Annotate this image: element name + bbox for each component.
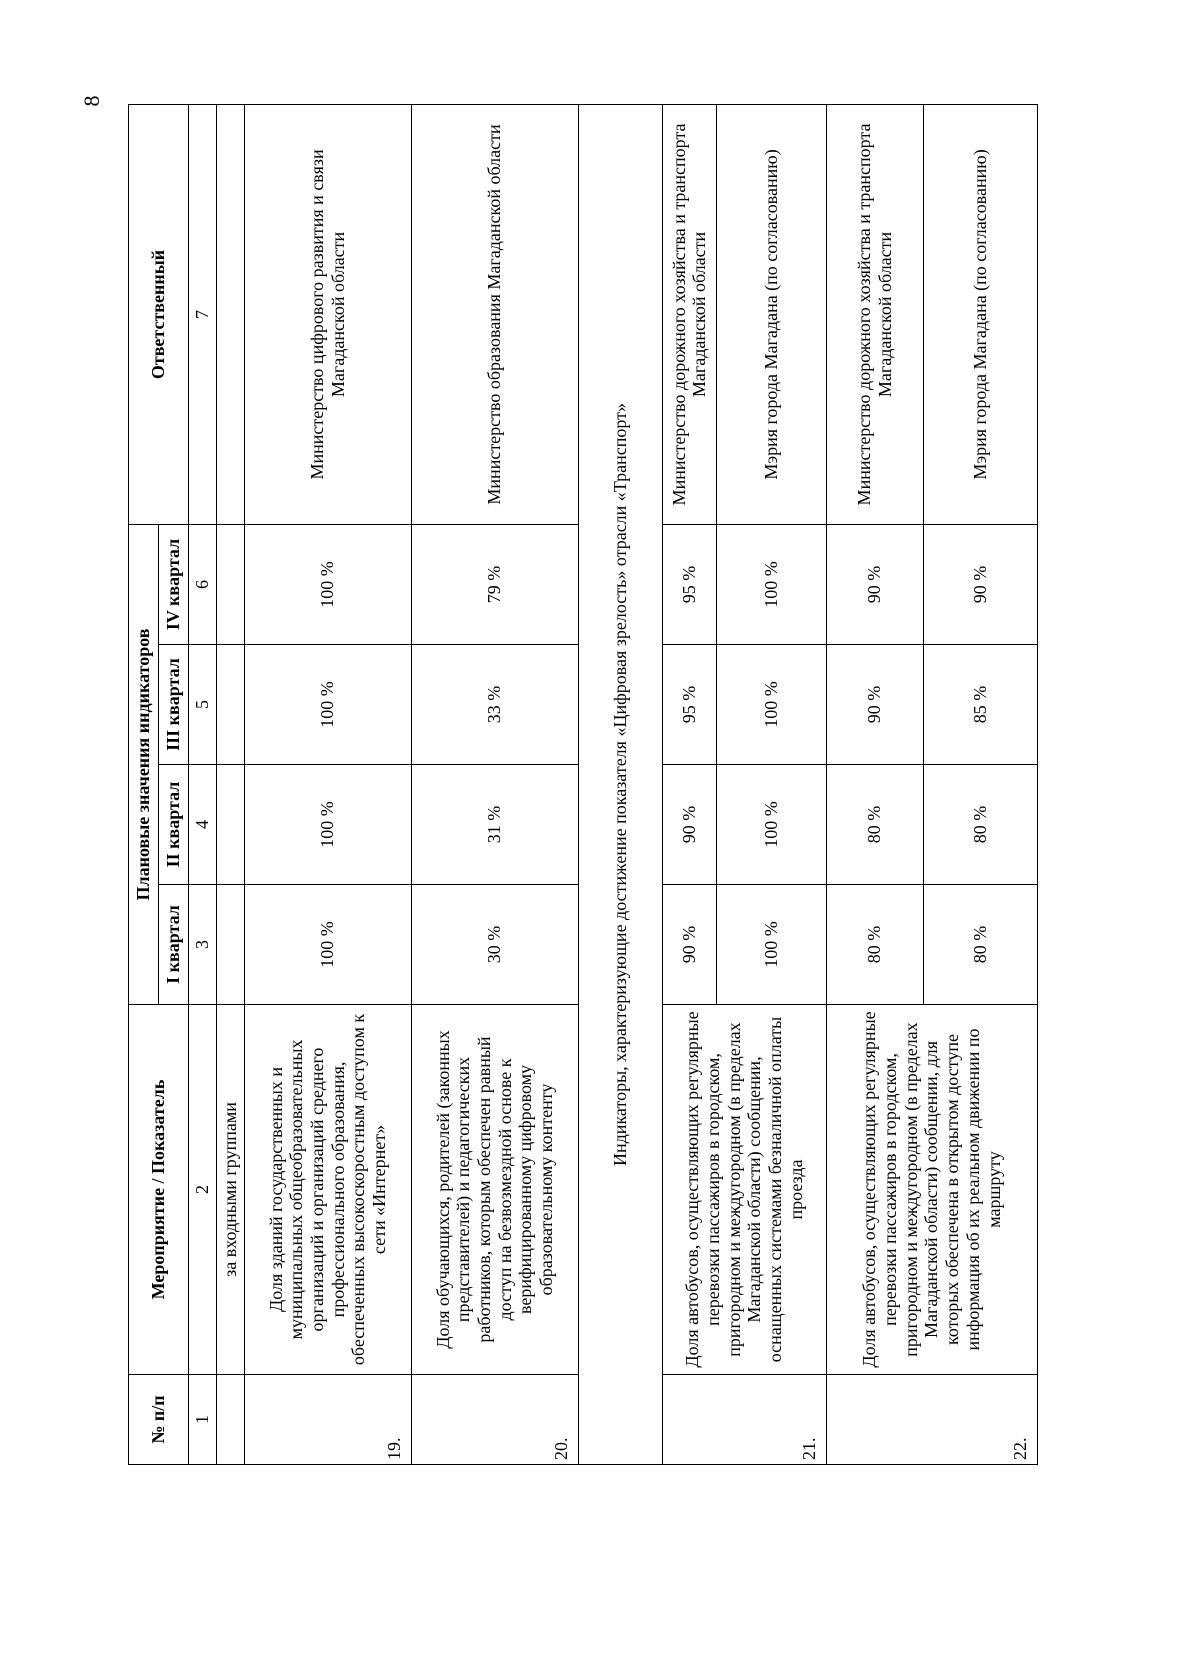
value-q1: 100 %	[244, 885, 411, 1005]
column-numbers-row	[189, 104, 217, 1464]
continuation-no	[217, 1375, 245, 1465]
table-row	[826, 104, 923, 1464]
value-q1: 90 %	[662, 885, 716, 1005]
value-q4: 79 %	[411, 524, 578, 644]
column-number: 2	[189, 1005, 217, 1375]
row-number: 20.	[411, 1375, 578, 1465]
value-q2: 31 %	[411, 765, 578, 885]
indicator-text: Доля автобусов, осуществляющих регулярные перевозки пассажиров в городском, пригородном и междугородном (в пределах Магаданской области) сообщении, для которых обеспечена в открытом доступе информация об их реальном движении по маршруту	[826, 1005, 1037, 1375]
value-q3: 90 %	[826, 645, 923, 765]
column-number: 5	[189, 645, 217, 765]
column-number: 3	[189, 885, 217, 1005]
value-q3: 85 %	[923, 645, 1037, 765]
header-q2: II квартал	[159, 765, 189, 885]
page-number: 8	[79, 95, 104, 107]
value-q3: 95 %	[662, 645, 716, 765]
responsible: Министерство дорожного хозяйства и транспорта Магаданской области	[662, 104, 716, 524]
row-number: 19.	[244, 1375, 411, 1465]
section-row	[578, 104, 662, 1464]
responsible: Министерство образования Магаданской области	[411, 104, 578, 524]
row-number: 21.	[662, 1375, 826, 1465]
value-q1: 100 %	[716, 885, 826, 1005]
column-number: 7	[189, 104, 217, 524]
value-q1: 30 %	[411, 885, 578, 1005]
header-q4: IV квартал	[159, 524, 189, 644]
value-q4: 90 %	[826, 524, 923, 644]
value-q2: 80 %	[923, 765, 1037, 885]
value-q2: 100 %	[716, 765, 826, 885]
value-q4: 100 %	[244, 524, 411, 644]
header-no: № п/п	[129, 1375, 189, 1465]
table-row	[411, 104, 578, 1464]
header-measure: Мероприятие / Показатель	[129, 1005, 189, 1375]
header-q1: I квартал	[159, 885, 189, 1005]
value-q2: 90 %	[662, 765, 716, 885]
responsible: Министерство дорожного хозяйства и транспорта Магаданской области	[826, 104, 923, 524]
value-q2: 100 %	[244, 765, 411, 885]
header-q3: III квартал	[159, 645, 189, 765]
value-q4: 95 %	[662, 524, 716, 644]
column-number: 6	[189, 524, 217, 644]
value-q1: 80 %	[923, 885, 1037, 1005]
header-row-top	[129, 104, 159, 1464]
value-q4: 100 %	[716, 524, 826, 644]
section-title: Индикаторы, характеризующие достижение показателя «Цифровая зрелость» отрасли «Транспорт»	[578, 104, 662, 1464]
indicator-text: Доля обучающихся, родителей (законных представителей) и педагогических работников, которым обеспечен равный доступ на безвозмездной основе к верифицированному цифровому образовательному контенту	[411, 1005, 578, 1375]
header-responsible: Ответственный	[129, 104, 189, 524]
table-row	[244, 104, 411, 1464]
value-q2: 80 %	[826, 765, 923, 885]
responsible: Мэрия города Магадана (по согласованию)	[923, 104, 1037, 524]
rotated-sheet	[128, 105, 1038, 1465]
header-planned-values: Плановые значения индикаторов	[129, 524, 159, 1004]
value-q4: 90 %	[923, 524, 1037, 644]
indicator-text: Доля автобусов, осуществляющих регулярные перевозки пассажиров в городском, пригородном и междугородном (в пределах Магаданской области) сообщении, оснащенных системами безналичной оплаты проезда	[662, 1005, 826, 1375]
column-number: 1	[189, 1375, 217, 1465]
value-q3: 100 %	[244, 645, 411, 765]
table-row	[662, 104, 716, 1464]
row-number: 22.	[826, 1375, 1037, 1465]
continuation-row	[217, 104, 245, 1464]
responsible: Мэрия города Магадана (по согласованию)	[716, 104, 826, 524]
column-number: 4	[189, 765, 217, 885]
value-q1: 80 %	[826, 885, 923, 1005]
indicator-text: Доля зданий государственных и муниципальных общеобразовательных организаций и организаций среднего профессионального образования, обеспеченных высокоскоростным доступом к сети «Интернет»	[244, 1005, 411, 1375]
value-q3: 33 %	[411, 645, 578, 765]
value-q3: 100 %	[716, 645, 826, 765]
responsible: Министерство цифрового развития и связи Магаданской области	[244, 104, 411, 524]
continuation-text: за входными группами	[217, 1005, 245, 1375]
indicators-table	[128, 104, 1038, 1465]
